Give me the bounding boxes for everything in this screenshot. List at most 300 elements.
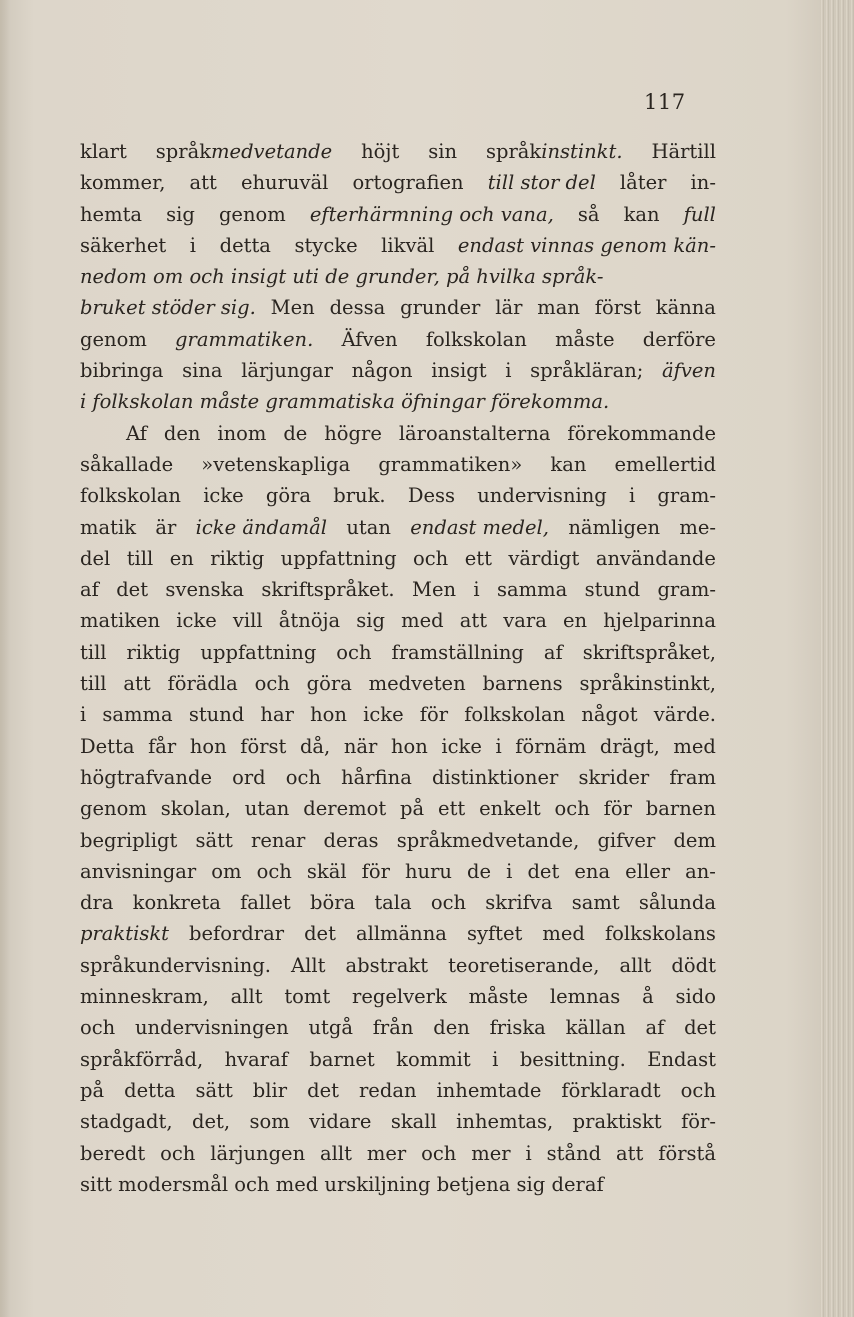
text-word: någon — [351, 359, 413, 383]
text-word: samma — [102, 703, 173, 727]
text-word: syftet — [466, 922, 523, 946]
text-word: friska — [489, 1016, 546, 1040]
text-word: göra — [265, 484, 312, 508]
text-word: besittning. — [519, 1047, 626, 1071]
text-word: tala — [374, 891, 412, 915]
text-word: nämligen — [568, 515, 661, 539]
page-number: 117 — [644, 90, 686, 114]
text-word: beredt — [80, 1141, 146, 1165]
text-word: mer — [471, 1141, 511, 1165]
text-word: deras — [323, 828, 379, 852]
text-word: Allt — [291, 953, 326, 977]
text-word: först — [594, 296, 641, 320]
text-word: det — [304, 922, 336, 946]
text-word: ett — [464, 546, 492, 570]
text-word: in- — [690, 171, 716, 195]
text-word: grammatiken. — [175, 327, 314, 351]
text-word: måste — [468, 985, 529, 1009]
text-word: skolan, — [160, 797, 231, 821]
text-line — [80, 856, 716, 887]
text-word: stycke — [294, 233, 358, 257]
text-word — [156, 136, 332, 167]
text-word: gram- — [657, 484, 716, 508]
text-word: redan — [358, 1078, 417, 1102]
text-word: renar — [251, 828, 306, 852]
text-line — [80, 918, 716, 949]
text-word: Äfven — [341, 327, 398, 351]
text-word: värde. — [653, 703, 716, 727]
text-word: ehuruväl — [240, 171, 329, 195]
text-word: till — [80, 640, 107, 664]
text-word: skriftspråket. — [261, 578, 395, 602]
text-word: i — [80, 703, 87, 727]
text-word: man — [537, 296, 580, 320]
text-word: genom — [218, 202, 286, 226]
text-word: de — [283, 421, 308, 445]
text-word: för — [419, 703, 449, 727]
text-line — [80, 1012, 716, 1043]
text-word: af — [645, 1016, 665, 1040]
text-word: ena — [574, 859, 611, 883]
text-word: en — [169, 546, 194, 570]
text-word: samma — [497, 578, 568, 602]
text-word: och — [285, 765, 322, 789]
text-word: är — [155, 515, 177, 539]
text-word: detta — [124, 1078, 176, 1102]
text-word: matiken — [80, 609, 161, 633]
text-word: hemta — [80, 202, 143, 226]
text-line — [80, 418, 716, 449]
text-word: värdigt — [508, 546, 580, 570]
text-word: förnäm — [515, 734, 587, 758]
text-word: dem — [673, 828, 716, 852]
text-word: med — [542, 922, 585, 946]
text-word: i — [473, 578, 480, 602]
text-word: den — [163, 421, 201, 445]
text-word: och — [413, 546, 449, 570]
text-word: på — [400, 797, 425, 821]
text-word: efterhärmning och vana, — [309, 202, 554, 226]
text-word: »vetenskapliga — [201, 452, 351, 476]
text-word: något — [581, 703, 638, 727]
text-line — [80, 355, 716, 386]
text-word: göra — [306, 672, 352, 696]
text-word: språkläran; — [530, 359, 644, 383]
text-line — [80, 136, 716, 167]
text-word: endast vinnas genom kän- — [457, 233, 716, 257]
text-word: skäl — [306, 859, 347, 883]
text-word: genom — [80, 797, 147, 821]
text-word: dra — [80, 891, 114, 915]
text-line — [80, 1138, 716, 1169]
text-word: samt — [571, 891, 620, 915]
text-word: emellertid — [614, 452, 716, 476]
text-word: drägt, — [599, 734, 660, 758]
text-line — [80, 167, 716, 198]
text-word: i — [492, 1047, 499, 1071]
text-word: bibringa — [80, 359, 164, 383]
text-word: läroanstalterna — [398, 421, 551, 445]
text-word: den — [433, 1016, 470, 1040]
text-word: sido — [675, 985, 716, 1009]
text-word: att — [123, 672, 151, 696]
text-word: detta — [219, 233, 271, 257]
text-word: högtrafvande — [80, 765, 213, 789]
text-word: gifver — [597, 828, 656, 852]
text-word: som — [249, 1110, 290, 1134]
text-word: en — [562, 609, 588, 633]
text-word: fallet — [240, 891, 291, 915]
text-word: distinktioner — [431, 765, 559, 789]
text-word: språkundervisning. — [80, 953, 272, 977]
text-word: vidare — [309, 1110, 372, 1134]
text-word: vill — [232, 609, 263, 633]
text-word: källan — [565, 1016, 626, 1040]
text-word: befordrar — [189, 922, 285, 946]
text-word: sig — [166, 202, 195, 226]
text-line — [80, 574, 716, 605]
text-word: barnens — [482, 672, 563, 696]
text-run: språk — [155, 140, 212, 163]
text-line — [80, 1106, 716, 1137]
text-word: hjelparinna — [603, 609, 716, 633]
text-word: att — [616, 1141, 644, 1165]
text-line — [80, 449, 716, 480]
text-word: om — [211, 859, 242, 883]
text-word: förekommande — [567, 421, 716, 445]
text-word: i folkskolan måste grammatiska öfningar förekomma. — [80, 390, 610, 414]
text-word: då, — [299, 734, 331, 758]
text-word: allt — [230, 985, 263, 1009]
text-word: låter — [619, 171, 667, 195]
text-word: sitt — [80, 1172, 112, 1196]
text-word: utan — [244, 797, 290, 821]
text-line — [80, 887, 716, 918]
text-word: stadgadt, — [80, 1110, 173, 1134]
text-line — [80, 1044, 716, 1075]
text-word: ortografien — [352, 171, 464, 195]
text-word: icke — [441, 734, 482, 758]
text-word: folkskolans — [604, 922, 716, 946]
text-word: uppfattning — [280, 546, 397, 570]
text-line — [80, 543, 716, 574]
text-run-italic: medvetande — [211, 140, 333, 163]
text-word: högre — [324, 421, 382, 445]
text-word: i — [628, 484, 636, 508]
text-word: det — [116, 578, 149, 602]
text-word: så — [577, 202, 600, 226]
text-word: Detta — [80, 734, 135, 758]
text-word: och — [234, 1172, 270, 1196]
text-word: tomt — [284, 985, 331, 1009]
text-word: när — [343, 734, 378, 758]
text-word: eller — [625, 859, 671, 883]
text-word: i — [505, 359, 512, 383]
text-word: genom — [80, 327, 147, 351]
text-word: inhemtas, — [456, 1110, 554, 1134]
text-word: och — [430, 891, 467, 915]
text-line — [80, 668, 716, 699]
text-word: det — [527, 859, 560, 883]
text-word: barnet — [309, 1047, 375, 1071]
text-word: från — [372, 1016, 414, 1040]
text-word: teoretiserande, — [448, 953, 600, 977]
text-word: i — [525, 1141, 532, 1165]
text-line — [80, 261, 716, 292]
text-word: huru — [404, 859, 452, 883]
text-word: för — [603, 797, 632, 821]
text-word: icke — [176, 609, 217, 633]
text-line — [80, 324, 716, 355]
text-word: dessa — [329, 296, 386, 320]
text-word: allmänna — [355, 922, 447, 946]
text-word: folkskolan — [425, 327, 527, 351]
text-word: det, — [192, 1110, 231, 1134]
text-word: skriftspråket, — [582, 640, 716, 664]
text-word: allt — [320, 1141, 352, 1165]
text-word: minneskram, — [80, 985, 209, 1009]
text-word: inhemtade — [436, 1078, 542, 1102]
text-word: äfven — [662, 359, 716, 383]
text-word: barnen — [645, 797, 716, 821]
text-line — [80, 793, 716, 824]
text-word: sin — [428, 140, 458, 163]
text-word: sätt — [195, 1078, 233, 1102]
text-word: Men — [411, 578, 457, 602]
text-word: mer — [366, 1141, 407, 1165]
text-word: lärjungen — [210, 1141, 306, 1165]
text-word: praktiskt — [572, 1110, 662, 1134]
text-word: det — [684, 1016, 716, 1040]
text-word: Men — [270, 296, 315, 320]
text-word: förädla — [167, 672, 238, 696]
text-word: måste — [555, 327, 615, 351]
text-word: Endast — [647, 1047, 716, 1071]
text-word: med — [401, 609, 444, 633]
text-word: och — [256, 859, 292, 883]
text-word: förklaradt — [561, 1078, 661, 1102]
text-word: betjena — [436, 1172, 511, 1196]
text-word: vara — [503, 609, 547, 633]
text-word: ord — [232, 765, 266, 789]
text-word: riktig — [210, 546, 265, 570]
text-word: gram- — [657, 578, 716, 602]
text-word: bruk. — [333, 484, 386, 508]
page-left-edge-shadow — [0, 0, 10, 1317]
text-word: sina — [182, 359, 223, 383]
text-word — [486, 136, 623, 167]
text-word: insigt — [431, 359, 487, 383]
text-line — [80, 825, 716, 856]
text-word: och — [680, 1078, 716, 1102]
text-word: icke — [363, 703, 404, 727]
text-word: endast medel, — [410, 515, 549, 539]
text-line — [80, 605, 716, 636]
text-word: dödt — [671, 953, 716, 977]
text-line — [80, 762, 716, 793]
text-word: ett — [438, 797, 466, 821]
text-word: af — [543, 640, 563, 664]
text-word: i — [506, 859, 513, 883]
text-word: att — [189, 171, 217, 195]
text-word: me- — [679, 515, 716, 539]
text-word: abstrakt — [345, 953, 429, 977]
text-word: känna — [655, 296, 716, 320]
text-word: svenska — [165, 578, 244, 602]
text-word: klart — [80, 140, 127, 163]
text-word: Af — [126, 421, 147, 445]
text-line — [80, 512, 716, 543]
text-word: har — [260, 703, 294, 727]
text-word: Härtill — [651, 140, 716, 163]
text-word: åtnöja — [278, 609, 341, 633]
text-word: hon — [310, 703, 347, 727]
text-word: språkmedvetande, — [396, 828, 580, 852]
text-word: anvisningar — [80, 859, 197, 883]
text-word: framställning — [391, 640, 524, 664]
text-word: med — [673, 734, 716, 758]
text-word: begripligt — [80, 828, 178, 852]
text-word: praktiskt — [80, 922, 169, 946]
text-word: och — [80, 1016, 116, 1040]
text-word: kan — [550, 452, 587, 476]
text-word: full — [683, 202, 716, 226]
text-word: allt — [619, 953, 652, 977]
text-word: och — [421, 1141, 457, 1165]
text-word: an- — [685, 859, 716, 883]
text-word: lärjungar — [241, 359, 333, 383]
text-word: för- — [681, 1110, 716, 1134]
text-word: Dess — [407, 484, 456, 508]
text-word: språkförråd, — [80, 1047, 204, 1071]
text-word: utgå — [308, 1016, 353, 1040]
text-word: att — [459, 609, 488, 633]
text-word: kommer, — [80, 171, 166, 195]
text-word: icke ändamål — [195, 515, 327, 539]
text-word: stånd — [546, 1141, 602, 1165]
text-word: deraf — [551, 1172, 604, 1196]
text-line — [80, 731, 716, 762]
text-word: hårfina — [341, 765, 412, 789]
text-word: förstå — [658, 1141, 716, 1165]
text-word: blir — [252, 1078, 288, 1102]
text-run-italic: instinkt. — [541, 140, 623, 163]
text-word: konkreta — [132, 891, 221, 915]
text-word: och — [336, 640, 372, 664]
text-word: icke — [203, 484, 244, 508]
text-word: sålunda — [638, 891, 716, 915]
text-word: skall — [390, 1110, 437, 1134]
text-word: inom — [217, 421, 267, 445]
text-line — [80, 230, 716, 261]
text-word: på — [80, 1078, 105, 1102]
text-word: fram — [669, 765, 716, 789]
text-word: stund — [188, 703, 245, 727]
text-word: kommit — [396, 1047, 471, 1071]
book-spine-edge — [820, 0, 854, 1317]
text-word: stund — [584, 578, 641, 602]
text-word: lär — [495, 296, 523, 320]
text-word: sig — [516, 1172, 546, 1196]
text-word: till — [126, 546, 154, 570]
text-word: med — [275, 1172, 319, 1196]
text-word: till — [80, 672, 107, 696]
text-word: språkinstinkt, — [579, 672, 716, 696]
text-word: derföre — [642, 327, 716, 351]
text-word: folkskolan — [464, 703, 566, 727]
text-line — [80, 1075, 716, 1106]
text-word: sig — [356, 609, 386, 633]
text-word: deremot — [303, 797, 387, 821]
body-text — [80, 136, 716, 1200]
text-word: grammatiken» — [378, 452, 523, 476]
text-word: riktig — [126, 640, 181, 664]
text-word: de — [467, 859, 492, 883]
text-word: undervisningen — [135, 1016, 289, 1040]
text-word: del — [80, 546, 111, 570]
text-word: i — [189, 233, 197, 257]
text-word: till stor del — [487, 171, 596, 195]
text-word: sätt — [195, 828, 233, 852]
text-word: hon — [189, 734, 227, 758]
text-line — [80, 199, 716, 230]
text-word: likväl — [381, 233, 435, 257]
text-word: lemnas — [549, 985, 621, 1009]
text-word: får — [148, 734, 177, 758]
text-line — [80, 480, 716, 511]
text-word: modersmål — [118, 1172, 229, 1196]
text-word: regelverk — [352, 985, 447, 1009]
text-word: kan — [623, 202, 660, 226]
text-word: höjt — [361, 140, 400, 163]
text-word: urskiljning — [324, 1172, 431, 1196]
text-word: af — [80, 578, 99, 602]
text-word: först — [240, 734, 287, 758]
text-word: och — [554, 797, 590, 821]
text-line — [80, 1169, 716, 1200]
text-word: det — [307, 1078, 339, 1102]
text-line — [80, 292, 716, 323]
text-word: bruket stöder sig. — [80, 296, 256, 320]
text-line — [80, 950, 716, 981]
text-word: skrifva — [485, 891, 553, 915]
text-line — [80, 386, 716, 417]
text-word: säkerhet — [80, 233, 167, 257]
text-word: och — [254, 672, 290, 696]
text-word: enkelt — [479, 797, 541, 821]
text-word: hon — [390, 734, 428, 758]
text-word: å — [642, 985, 654, 1009]
text-line — [80, 981, 716, 1012]
text-line — [80, 637, 716, 668]
text-word: medveten — [368, 672, 466, 696]
text-word: användande — [595, 546, 716, 570]
text-word: folkskolan — [80, 484, 181, 508]
text-word: matik — [80, 515, 137, 539]
text-word: böra — [309, 891, 356, 915]
text-word: hvaraf — [224, 1047, 288, 1071]
text-word: nedom om och insigt uti de grunder, på hvilka språk- — [80, 265, 604, 289]
text-word: grunder — [400, 296, 481, 320]
text-run: språk — [485, 140, 542, 163]
text-word: såkallade — [80, 452, 174, 476]
text-word: och — [160, 1141, 196, 1165]
text-word: i — [495, 734, 502, 758]
text-word: undervisning — [477, 484, 607, 508]
text-word: skrider — [578, 765, 650, 789]
text-word: för — [361, 859, 390, 883]
text-line — [80, 699, 716, 730]
